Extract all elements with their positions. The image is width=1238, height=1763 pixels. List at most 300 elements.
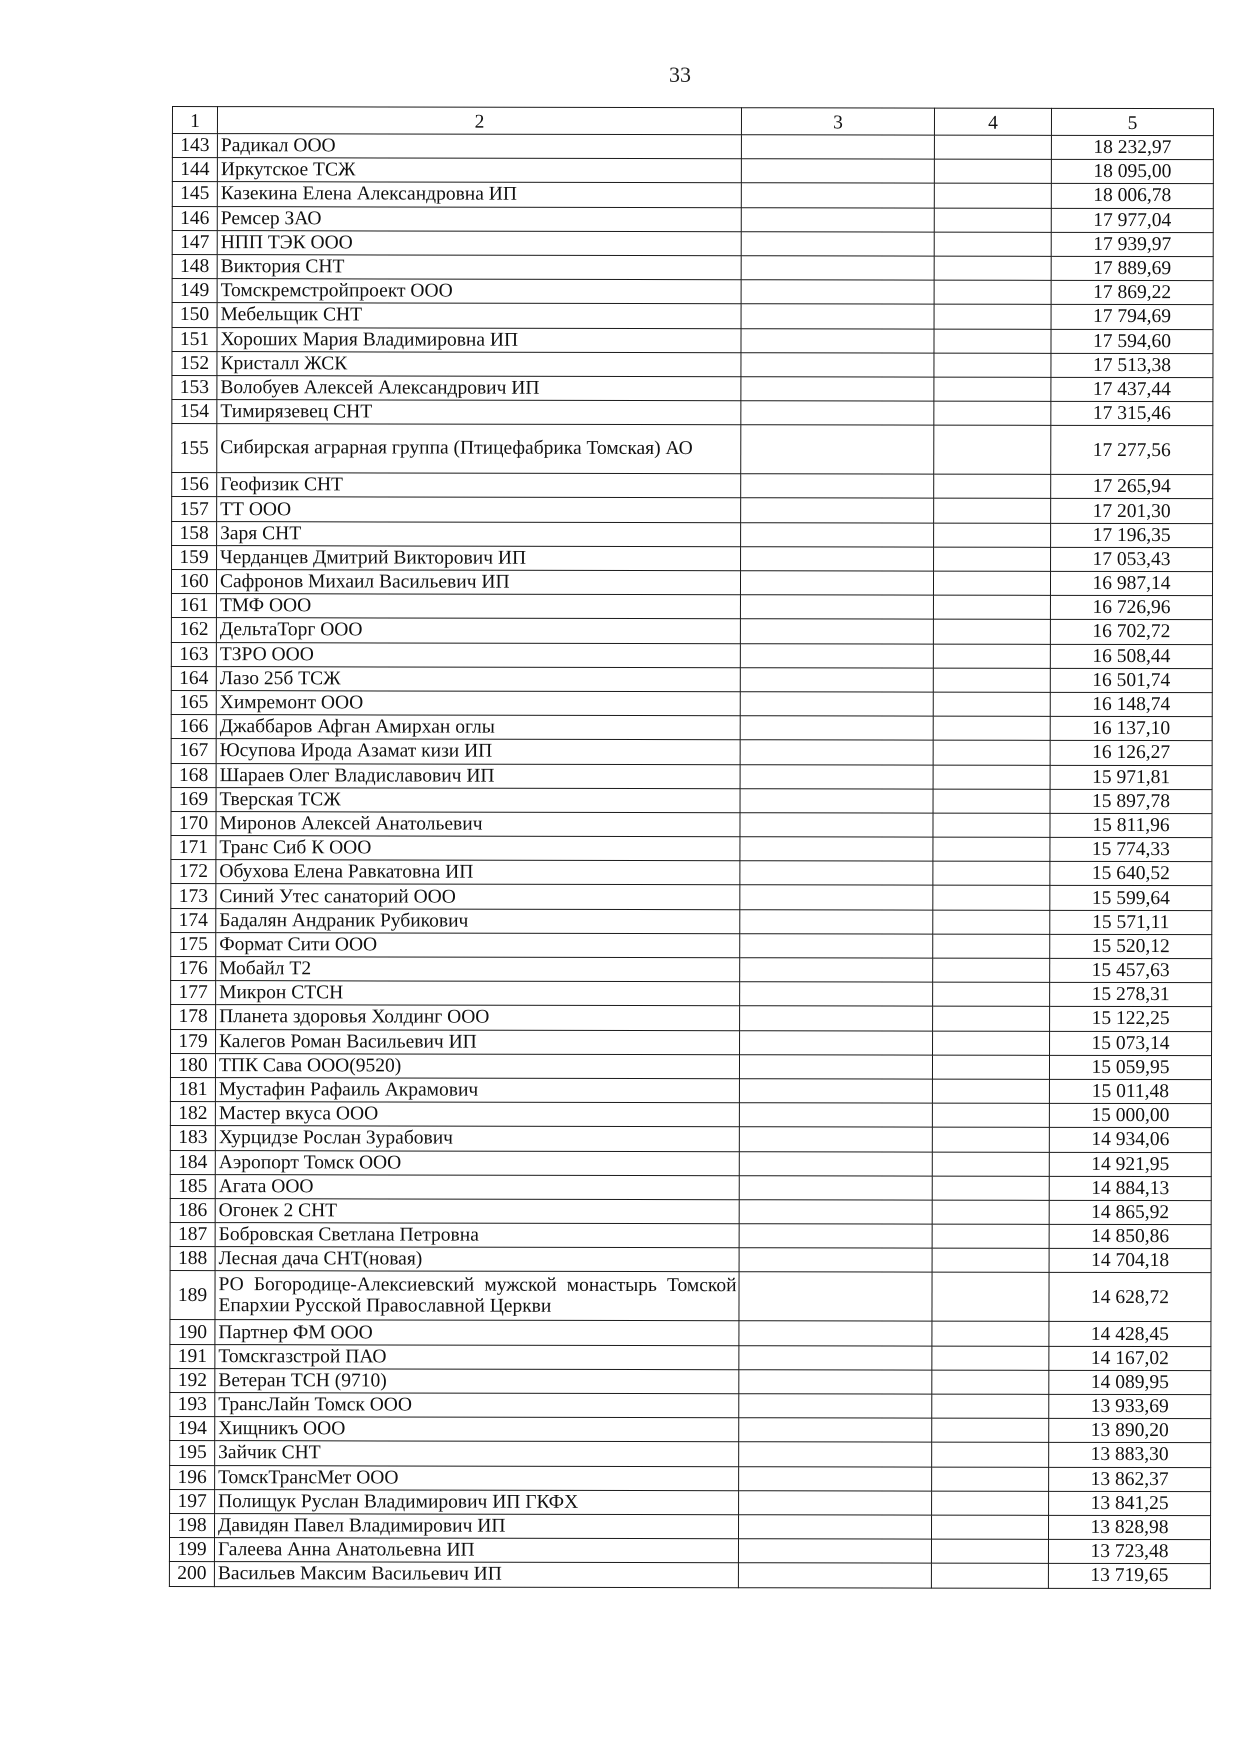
column-3-cell bbox=[739, 1200, 932, 1225]
table-row bbox=[172, 134, 1213, 160]
table-row bbox=[171, 811, 1212, 837]
row-number: 192 bbox=[170, 1368, 215, 1392]
amount-value: 17 196,35 bbox=[1051, 523, 1213, 548]
row-number: 186 bbox=[170, 1198, 215, 1222]
column-4-cell bbox=[931, 1515, 1048, 1539]
row-number: 154 bbox=[172, 400, 217, 424]
organization-name: Ремсер ЗАО bbox=[217, 206, 741, 231]
organization-name: Аэропорт Томск ООО bbox=[215, 1150, 739, 1175]
amount-value: 14 934,06 bbox=[1049, 1128, 1211, 1153]
organization-name: Мобайл Т2 bbox=[216, 957, 740, 982]
organization-name: Заря СНТ bbox=[217, 521, 741, 546]
column-3-cell bbox=[740, 643, 933, 668]
amount-value: 15 897,78 bbox=[1050, 789, 1212, 814]
column-4-cell bbox=[933, 1006, 1050, 1030]
amount-value: 14 850,86 bbox=[1049, 1224, 1211, 1249]
organization-name: Мастер вкуса ООО bbox=[215, 1102, 739, 1127]
organization-name: Давидян Павел Владимирович ИП bbox=[215, 1514, 739, 1539]
table-row bbox=[170, 1392, 1211, 1418]
table-row bbox=[170, 1198, 1211, 1224]
row-number: 191 bbox=[170, 1344, 215, 1368]
table-row bbox=[172, 254, 1213, 280]
organization-name: Миронов Алексей Анатольевич bbox=[216, 811, 740, 836]
amount-value: 14 167,02 bbox=[1049, 1346, 1211, 1371]
organization-name: Обухова Елена Равкатовна ИП bbox=[216, 860, 740, 885]
organization-name: Зайчик СНТ bbox=[215, 1441, 739, 1466]
table-row bbox=[171, 618, 1212, 644]
organization-name: Агата ООО bbox=[215, 1174, 739, 1199]
registry-table bbox=[169, 106, 1214, 1589]
organization-name: Ветеран ТСН (9710) bbox=[215, 1368, 739, 1393]
amount-value: 17 594,60 bbox=[1051, 329, 1213, 354]
amount-value: 17 437,44 bbox=[1051, 377, 1213, 402]
column-header-5: 5 bbox=[1051, 108, 1213, 135]
organization-name: Хищникъ ООО bbox=[215, 1417, 739, 1442]
amount-value: 15 520,12 bbox=[1050, 934, 1212, 959]
organization-name: Геофизик СНТ bbox=[217, 473, 741, 498]
column-4-cell bbox=[934, 159, 1051, 183]
amount-value: 15 774,33 bbox=[1050, 837, 1212, 862]
page-number: 33 bbox=[669, 62, 691, 87]
table-header-row bbox=[172, 107, 1213, 136]
organization-name: Казекина Елена Александровна ИП bbox=[217, 182, 741, 207]
row-number: 164 bbox=[171, 666, 216, 690]
column-3-cell bbox=[739, 1079, 932, 1104]
column-4-cell bbox=[934, 353, 1051, 377]
column-3-cell bbox=[739, 1248, 932, 1273]
organization-name: Томскгазстрой ПАО bbox=[215, 1344, 739, 1369]
column-4-cell bbox=[933, 813, 1050, 837]
table-row bbox=[171, 787, 1212, 813]
row-number: 181 bbox=[170, 1077, 215, 1101]
column-4-cell bbox=[933, 595, 1050, 619]
table-row bbox=[171, 908, 1212, 934]
column-3-cell bbox=[739, 1490, 932, 1515]
organization-name: Галеева Анна Анатольевна ИП bbox=[214, 1538, 738, 1563]
column-3-cell bbox=[738, 1563, 931, 1588]
column-3-cell bbox=[741, 159, 934, 184]
table-row bbox=[172, 327, 1213, 353]
table-row bbox=[170, 1320, 1211, 1346]
column-4-cell bbox=[932, 1079, 1049, 1103]
column-4-cell bbox=[932, 1055, 1049, 1079]
column-4-cell bbox=[934, 474, 1051, 498]
row-number: 174 bbox=[171, 908, 216, 932]
row-number: 161 bbox=[171, 594, 216, 618]
column-4-cell bbox=[934, 256, 1051, 280]
row-number: 187 bbox=[170, 1223, 215, 1247]
amount-value: 14 089,95 bbox=[1049, 1370, 1211, 1395]
column-3-cell bbox=[740, 934, 933, 959]
column-4-cell bbox=[934, 232, 1051, 256]
column-4-cell bbox=[933, 644, 1050, 668]
column-3-cell bbox=[741, 328, 934, 353]
column-3-cell bbox=[739, 1175, 932, 1200]
table-row bbox=[171, 1005, 1212, 1031]
column-4-cell bbox=[934, 208, 1051, 232]
column-3-cell bbox=[740, 958, 933, 983]
column-3-cell bbox=[739, 1054, 932, 1079]
column-3-cell bbox=[741, 304, 934, 329]
column-4-cell bbox=[934, 280, 1051, 304]
column-3-cell bbox=[740, 1006, 933, 1031]
column-3-cell bbox=[741, 547, 934, 572]
table-row bbox=[171, 836, 1212, 862]
row-number: 182 bbox=[170, 1102, 215, 1126]
column-3-cell bbox=[739, 1442, 932, 1467]
amount-value: 17 277,56 bbox=[1051, 426, 1213, 475]
amount-value: 15 011,48 bbox=[1049, 1079, 1211, 1104]
amount-value: 15 599,64 bbox=[1050, 886, 1212, 911]
column-3-cell bbox=[739, 1418, 932, 1443]
column-4-cell bbox=[932, 1322, 1049, 1346]
column-4-cell bbox=[933, 740, 1050, 764]
amount-value: 15 457,63 bbox=[1050, 958, 1212, 983]
column-3-cell bbox=[741, 183, 934, 208]
table-row bbox=[171, 763, 1212, 789]
column-3-cell bbox=[739, 1321, 932, 1346]
organization-name: Иркутское ТСЖ bbox=[217, 158, 741, 183]
row-number: 171 bbox=[171, 836, 216, 860]
column-3-cell bbox=[741, 207, 934, 232]
column-3-cell bbox=[739, 1224, 932, 1249]
row-number: 157 bbox=[172, 497, 217, 521]
column-4-cell bbox=[934, 499, 1051, 523]
column-4-cell bbox=[932, 1467, 1049, 1491]
organization-name: НПП ТЭК ООО bbox=[217, 230, 741, 255]
organization-name: Химремонт ООО bbox=[216, 691, 740, 716]
registry-table-container bbox=[169, 106, 1214, 1589]
table-row bbox=[172, 351, 1213, 377]
row-number: 195 bbox=[170, 1441, 215, 1465]
organization-name: Бадалян Андраник Рубикович bbox=[216, 908, 740, 933]
amount-value: 13 719,65 bbox=[1048, 1564, 1210, 1589]
row-number: 199 bbox=[169, 1538, 214, 1562]
table-row bbox=[170, 1368, 1211, 1394]
amount-value: 17 977,04 bbox=[1051, 208, 1213, 233]
table-row bbox=[171, 860, 1212, 886]
column-header-3: 3 bbox=[741, 108, 934, 135]
row-number: 194 bbox=[170, 1417, 215, 1441]
organization-name: Формат Сити ООО bbox=[216, 932, 740, 957]
column-header-4: 4 bbox=[934, 108, 1051, 135]
column-4-cell bbox=[933, 789, 1050, 813]
column-4-cell bbox=[933, 692, 1050, 716]
row-number: 198 bbox=[170, 1513, 215, 1537]
row-number: 170 bbox=[171, 811, 216, 835]
column-4-cell bbox=[933, 837, 1050, 861]
organization-name: Кристалл ЖСК bbox=[217, 351, 741, 376]
organization-name: Юсупова Ирода Азамат кизи ИП bbox=[216, 739, 740, 764]
column-4-cell bbox=[933, 934, 1050, 958]
amount-value: 13 862,37 bbox=[1049, 1467, 1211, 1492]
amount-value: 13 828,98 bbox=[1048, 1515, 1210, 1540]
amount-value: 17 265,94 bbox=[1051, 475, 1213, 500]
column-3-cell bbox=[739, 1345, 932, 1370]
table-row bbox=[171, 594, 1212, 620]
row-number: 173 bbox=[171, 884, 216, 908]
table-row bbox=[171, 666, 1212, 692]
column-4-cell bbox=[932, 1370, 1049, 1394]
column-3-cell bbox=[739, 1151, 932, 1176]
table-row bbox=[172, 230, 1213, 256]
organization-name: Тверская ТСЖ bbox=[216, 787, 740, 812]
amount-value: 16 137,10 bbox=[1050, 716, 1212, 741]
column-4-cell bbox=[933, 886, 1050, 910]
column-4-cell bbox=[933, 958, 1050, 982]
column-4-cell bbox=[932, 1176, 1049, 1200]
organization-name: ТМФ ООО bbox=[216, 594, 740, 619]
amount-value: 17 869,22 bbox=[1051, 280, 1213, 305]
row-number: 152 bbox=[172, 351, 217, 375]
column-4-cell bbox=[932, 1346, 1049, 1370]
row-number: 193 bbox=[170, 1392, 215, 1416]
row-number: 178 bbox=[171, 1005, 216, 1029]
table-row bbox=[171, 570, 1212, 596]
table-row bbox=[170, 1271, 1211, 1322]
organization-name: ТТ ООО bbox=[217, 497, 741, 522]
row-number: 184 bbox=[170, 1150, 215, 1174]
table-row bbox=[170, 1150, 1211, 1176]
amount-value: 16 508,44 bbox=[1050, 644, 1212, 669]
organization-name: Хурцидзе Рослан Зурабович bbox=[215, 1126, 739, 1151]
column-3-cell bbox=[741, 401, 934, 426]
organization-name: Микрон СТСН bbox=[216, 981, 740, 1006]
column-4-cell bbox=[934, 183, 1051, 207]
column-3-cell bbox=[739, 1466, 932, 1491]
table-row bbox=[170, 1077, 1211, 1103]
amount-value: 15 000,00 bbox=[1049, 1103, 1211, 1128]
column-3-cell bbox=[741, 377, 934, 402]
table-row bbox=[169, 1538, 1210, 1564]
column-3-cell bbox=[740, 595, 933, 620]
column-3-cell bbox=[741, 425, 934, 474]
column-4-cell bbox=[931, 1563, 1048, 1587]
column-4-cell bbox=[931, 1539, 1048, 1563]
row-number: 188 bbox=[170, 1247, 215, 1271]
column-4-cell bbox=[933, 1031, 1050, 1055]
table-row bbox=[170, 1102, 1211, 1128]
column-header-2: 2 bbox=[217, 107, 741, 135]
amount-value: 18 232,97 bbox=[1051, 135, 1213, 160]
organization-name: Синий Утес санаторий ООО bbox=[216, 884, 740, 909]
column-3-cell bbox=[738, 1539, 931, 1564]
table-row bbox=[170, 1465, 1211, 1491]
table-row bbox=[172, 158, 1213, 184]
organization-name: Калегов Роман Васильевич ИП bbox=[216, 1029, 740, 1054]
column-3-cell bbox=[740, 861, 933, 886]
column-4-cell bbox=[932, 1394, 1049, 1418]
amount-value: 17 513,38 bbox=[1051, 353, 1213, 378]
amount-value: 18 095,00 bbox=[1051, 160, 1213, 185]
organization-name: Сафронов Михаил Васильевич ИП bbox=[216, 570, 740, 595]
organization-name: Тимирязевец СНТ bbox=[217, 400, 741, 425]
row-number: 169 bbox=[171, 787, 216, 811]
organization-name: ТЗРО ООО bbox=[216, 642, 740, 667]
amount-value: 15 971,81 bbox=[1050, 765, 1212, 790]
row-number: 179 bbox=[171, 1029, 216, 1053]
column-3-cell bbox=[741, 522, 934, 547]
organization-name: РО Богородице-Алексиевский мужской монастырь Томской Епархии Русской Православной Церкви bbox=[215, 1271, 739, 1321]
table-row bbox=[171, 932, 1212, 958]
column-4-cell bbox=[934, 135, 1051, 159]
row-number: 177 bbox=[171, 981, 216, 1005]
column-4-cell bbox=[932, 1248, 1049, 1272]
table-row bbox=[172, 424, 1213, 475]
table-row bbox=[170, 1247, 1211, 1273]
column-4-cell bbox=[933, 910, 1050, 934]
row-number: 183 bbox=[170, 1126, 215, 1150]
amount-value: 13 933,69 bbox=[1049, 1394, 1211, 1419]
organization-name: Виктория СНТ bbox=[217, 255, 741, 280]
row-number: 156 bbox=[172, 473, 217, 497]
row-number: 151 bbox=[172, 327, 217, 351]
row-number: 165 bbox=[171, 690, 216, 714]
table-row bbox=[171, 1029, 1212, 1055]
organization-name: Мустафин Рафаиль Акрамович bbox=[215, 1078, 739, 1103]
column-3-cell bbox=[739, 1272, 932, 1321]
amount-value: 15 059,95 bbox=[1049, 1055, 1211, 1080]
table-row bbox=[172, 182, 1213, 208]
row-number: 180 bbox=[170, 1053, 215, 1077]
column-4-cell bbox=[932, 1224, 1049, 1248]
row-number: 167 bbox=[171, 739, 216, 763]
column-3-cell bbox=[741, 135, 934, 160]
column-3-cell bbox=[739, 1127, 932, 1152]
table-row bbox=[171, 642, 1212, 668]
amount-value: 15 640,52 bbox=[1050, 862, 1212, 887]
amount-value: 16 702,72 bbox=[1050, 620, 1212, 645]
column-4-cell bbox=[934, 401, 1051, 425]
amount-value: 16 726,96 bbox=[1050, 596, 1212, 621]
column-3-cell bbox=[739, 1103, 932, 1128]
amount-value: 16 148,74 bbox=[1050, 692, 1212, 717]
column-4-cell bbox=[932, 1200, 1049, 1224]
organization-name: Джаббаров Афган Амирхан оглы bbox=[216, 715, 740, 740]
table-row bbox=[172, 303, 1213, 329]
row-number: 190 bbox=[170, 1320, 215, 1344]
column-4-cell bbox=[934, 425, 1051, 474]
column-3-cell bbox=[740, 692, 933, 717]
table-row bbox=[170, 1174, 1211, 1200]
row-number: 176 bbox=[171, 956, 216, 980]
table-row bbox=[170, 1344, 1211, 1370]
column-header-1: 1 bbox=[172, 107, 217, 134]
organization-name: Транс Сиб К ООО bbox=[216, 836, 740, 861]
table-row bbox=[170, 1489, 1211, 1515]
table-row bbox=[172, 521, 1213, 547]
amount-value: 14 428,45 bbox=[1049, 1322, 1211, 1347]
organization-name: Черданцев Дмитрий Викторович ИП bbox=[217, 545, 741, 570]
organization-name: Партнер ФМ ООО bbox=[215, 1320, 739, 1345]
row-number: 185 bbox=[170, 1174, 215, 1198]
amount-value: 14 921,95 bbox=[1049, 1152, 1211, 1177]
table-row bbox=[171, 956, 1212, 982]
organization-name: Сибирская аграрная группа (Птицефабрика Томская) АО bbox=[217, 424, 741, 474]
column-3-cell bbox=[741, 498, 934, 523]
table-row bbox=[172, 400, 1213, 426]
row-number: 189 bbox=[170, 1271, 215, 1320]
organization-name: Огонек 2 СНТ bbox=[215, 1198, 739, 1223]
row-number: 149 bbox=[172, 279, 217, 303]
row-number: 163 bbox=[171, 642, 216, 666]
table-row bbox=[172, 545, 1213, 571]
organization-name: Томскремстройпроект ООО bbox=[217, 279, 741, 304]
column-3-cell bbox=[740, 982, 933, 1007]
row-number: 172 bbox=[171, 860, 216, 884]
organization-name: Полищук Руслан Владимирович ИП ГКФХ bbox=[215, 1489, 739, 1514]
table-row bbox=[169, 1562, 1210, 1588]
column-3-cell bbox=[740, 764, 933, 789]
amount-value: 15 122,25 bbox=[1050, 1007, 1212, 1032]
row-number: 196 bbox=[170, 1465, 215, 1489]
column-3-cell bbox=[739, 1370, 932, 1395]
amount-value: 15 571,11 bbox=[1050, 910, 1212, 935]
column-3-cell bbox=[740, 619, 933, 644]
column-4-cell bbox=[933, 571, 1050, 595]
table-row bbox=[172, 279, 1213, 305]
row-number: 166 bbox=[171, 715, 216, 739]
table-row bbox=[170, 1441, 1211, 1467]
table-row bbox=[171, 981, 1212, 1007]
table-row bbox=[172, 375, 1213, 401]
amount-value: 15 278,31 bbox=[1050, 983, 1212, 1008]
organization-name: Бобровская Светлана Петровна bbox=[215, 1223, 739, 1248]
row-number: 160 bbox=[171, 570, 216, 594]
organization-name: ТомскТрансМет ООО bbox=[215, 1465, 739, 1490]
table-row bbox=[171, 884, 1212, 910]
amount-value: 15 811,96 bbox=[1050, 813, 1212, 838]
amount-value: 17 794,69 bbox=[1051, 305, 1213, 330]
column-3-cell bbox=[740, 837, 933, 862]
column-4-cell bbox=[933, 716, 1050, 740]
row-number: 150 bbox=[172, 303, 217, 327]
column-4-cell bbox=[933, 619, 1050, 643]
column-4-cell bbox=[933, 982, 1050, 1006]
column-4-cell bbox=[932, 1127, 1049, 1151]
organization-name: Мебельщик СНТ bbox=[217, 303, 741, 328]
row-number: 158 bbox=[172, 521, 217, 545]
organization-name: Радикал ООО bbox=[217, 134, 741, 159]
row-number: 159 bbox=[172, 545, 217, 569]
column-3-cell bbox=[740, 909, 933, 934]
column-3-cell bbox=[740, 716, 933, 741]
row-number: 175 bbox=[171, 932, 216, 956]
organization-name: Шараев Олег Владиславович ИП bbox=[216, 763, 740, 788]
row-number: 147 bbox=[172, 230, 217, 254]
column-3-cell bbox=[740, 788, 933, 813]
amount-value: 17 315,46 bbox=[1051, 401, 1213, 426]
organization-name: ДельтаТорг ООО bbox=[216, 618, 740, 643]
column-4-cell bbox=[933, 861, 1050, 885]
amount-value: 15 073,14 bbox=[1050, 1031, 1212, 1056]
table-row bbox=[171, 690, 1212, 716]
amount-value: 14 865,92 bbox=[1049, 1200, 1211, 1225]
organization-name: Васильев Максим Васильевич ИП bbox=[214, 1562, 738, 1587]
column-3-cell bbox=[740, 667, 933, 692]
column-3-cell bbox=[740, 1030, 933, 1055]
table-row bbox=[172, 206, 1213, 232]
column-3-cell bbox=[741, 474, 934, 499]
column-3-cell bbox=[741, 231, 934, 256]
row-number: 144 bbox=[172, 158, 217, 182]
row-number: 148 bbox=[172, 254, 217, 278]
amount-value: 17 889,69 bbox=[1051, 256, 1213, 281]
table-row bbox=[172, 497, 1213, 523]
organization-name: Лесная дача СНТ(новая) bbox=[215, 1247, 739, 1272]
column-4-cell bbox=[932, 1152, 1049, 1176]
row-number: 146 bbox=[172, 206, 217, 230]
